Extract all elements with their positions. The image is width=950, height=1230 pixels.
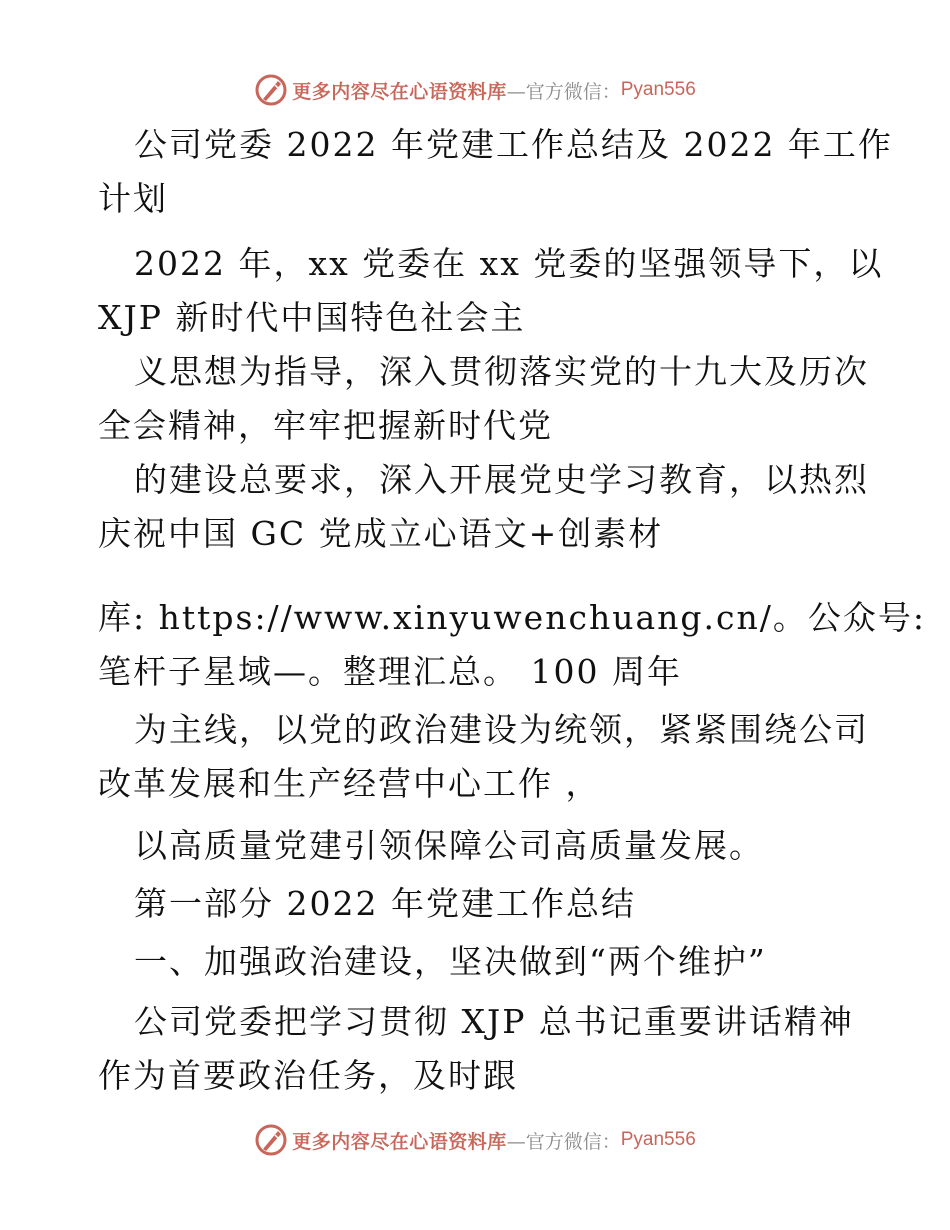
subsection-heading: 一、加强政治建设，坚决做到“两个维护” — [134, 942, 767, 981]
paragraph-line: 作为首要政治任务，及时跟 — [98, 1056, 518, 1095]
paragraph-line: 改革发展和生产经营中心工作 ， — [98, 764, 601, 803]
paragraph-line: 以高质量党建引领保障公司高质量发展。 — [134, 826, 764, 865]
paragraph-line: 公司党委把学习贯彻 XJP 总书记重要讲话精神 — [134, 1002, 854, 1041]
paragraph-line: 义思想为指导，深入贯彻落实党的十九大及历次 — [134, 352, 869, 391]
banner-main-text: 更多内容尽在心语资料库 — [292, 1130, 507, 1153]
banner-wechat-id: Pyan556 — [620, 79, 696, 100]
banner-separator-text: —官方微信： — [506, 80, 621, 103]
paragraph-line: 笔杆子星域—。整理汇总。 100 周年 — [98, 652, 682, 691]
title-line-1: 公司党委 2022 年党建工作总结及 2022 年工作 — [134, 125, 893, 164]
paragraph-line: 庆祝中国 GC 党成立心语文+创素材 — [98, 514, 664, 553]
section-heading: 第一部分 2022 年党建工作总结 — [134, 884, 636, 923]
banner-wechat-id: Pyan556 — [620, 1129, 696, 1150]
paragraph-line: 为主线，以党的政治建设为统领，紧紧围绕公司 — [134, 710, 869, 749]
paragraph-line: XJP 新时代中国特色社会主 — [98, 298, 526, 337]
footer-watermark-banner — [0, 1120, 950, 1160]
banner-separator-text: —官方微信： — [506, 1130, 621, 1153]
paragraph-line: 的建设总要求，深入开展党史学习教育，以热烈 — [134, 460, 869, 499]
quill-logo-icon — [254, 73, 288, 107]
header-watermark-banner — [0, 70, 950, 110]
paragraph-line: 2022 年，xx 党委在 xx 党委的坚强领导下，以 — [134, 244, 884, 283]
paragraph-line: 全会精神，牢牢把握新时代党 — [98, 406, 553, 445]
paragraph-line-url: 库: https://www.xinyuwenchuang.cn/。公众号: — [98, 598, 926, 637]
quill-logo-icon — [254, 1123, 288, 1157]
banner-main-text: 更多内容尽在心语资料库 — [292, 80, 507, 103]
title-line-2: 计划 — [98, 179, 168, 218]
